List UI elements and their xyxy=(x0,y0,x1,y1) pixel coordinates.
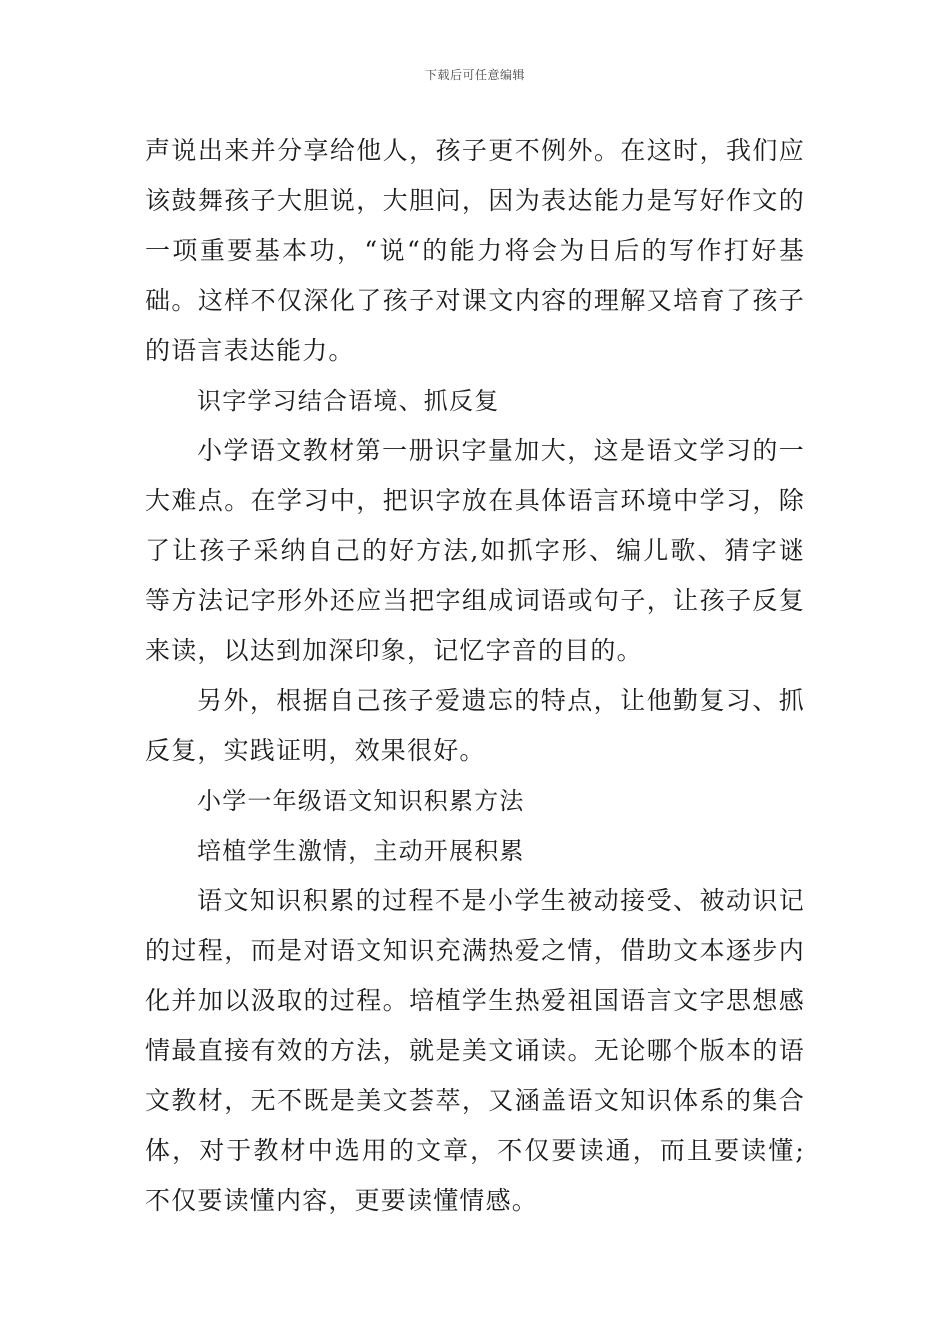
paragraph-4: 语文知识积累的过程不是小学生被动接受、被动识记的过程，而是对语文知识充满热爱之情，借助文本逐步内化并加以汲取的过程。培植学生热爱祖国语言文字思想感情最直接有效的方法，就是美文诵读。无论哪个版本的语文教材，无不既是美文荟萃，又涵盖语文知识体系的集合体，对于教材中选用的文章，不仅要读通，而且要读懂;不仅要读懂内容，更要读懂情感。 xyxy=(145,886,805,1215)
subsection-heading-passion: 培植学生激情，主动开展积累 xyxy=(197,837,525,865)
paragraph-2: 小学语文教材第一册识字量加大，这是语文学习的一大难点。在学习中，把识字放在具体语言环境中学习，除了让孩子采纳自己的好方法,如抓字形、编儿歌、猜字谜等方法记字形外还应当把字组成词语或句子，让孩子反复来读，以达到加深印象，记忆字音的目的。 xyxy=(145,436,805,665)
paragraph-3: 另外，根据自己孩子爱遗忘的特点，让他勤复习、抓反复，实践证明，效果很好。 xyxy=(145,686,805,765)
document-body xyxy=(145,126,805,1226)
section-heading-accumulation: 小学一年级语文知识积累方法 xyxy=(197,787,525,815)
page-header: 下载后可任意编辑 xyxy=(424,68,525,82)
section-heading-literacy: 识字学习结合语境、抓反复 xyxy=(197,387,500,415)
paragraph-1: 声说出来并分享给他人，孩子更不例外。在这时，我们应该鼓舞孩子大胆说，大胆问，因为表达能力是写好作文的一项重要基本功，“说“的能力将会为日后的写作打好基础。这样不仅深化了孩子对课文内容的理解又培育了孩子的语言表达能力。 xyxy=(145,136,805,365)
